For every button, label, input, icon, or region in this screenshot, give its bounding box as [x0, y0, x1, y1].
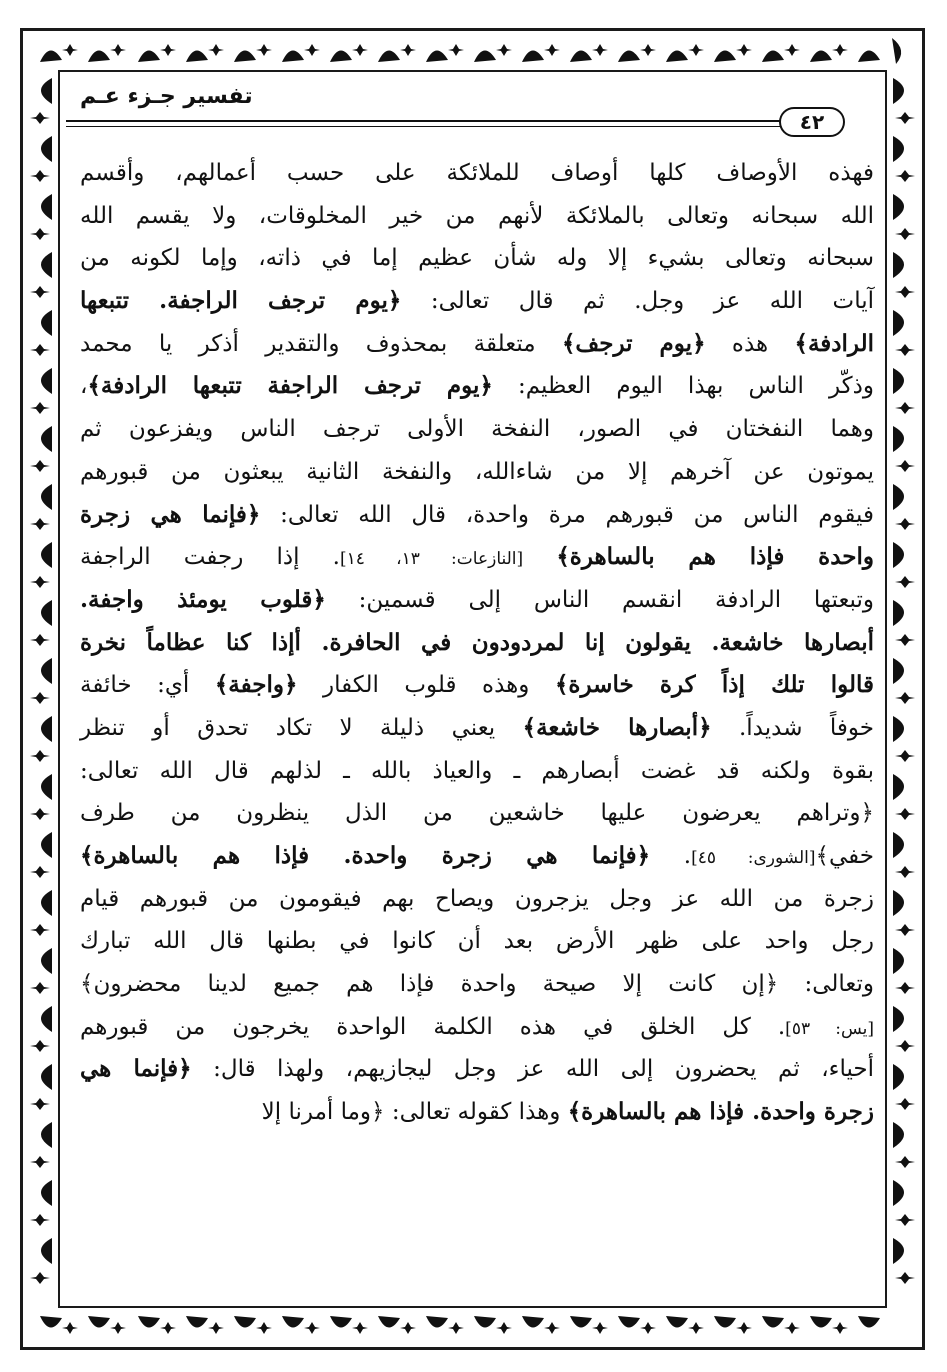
text-segment: متعلقة بمحذوف والتقدير أذكر يا محمد: [80, 330, 562, 357]
text-segment: يموتون عن آخرهم إلا من شاءالله، والنفخة الثانية يبعثون من قبورهم: [80, 458, 874, 485]
text-line: [80, 195, 874, 238]
text-line: [80, 1006, 874, 1049]
text-line: [80, 323, 874, 366]
quran-verse-text: ﴿يوم ترجف﴾: [561, 329, 706, 357]
quran-verse-text: ﴿أبصارها خاشعة﴾: [522, 713, 712, 741]
text-line: [80, 707, 874, 750]
text-segment: فهذه الأوصاف كلها أوصاف للملائكة على حسب أعمالهم، وأقسم: [80, 160, 874, 186]
quran-verse-text: ﴿فإنما هي: [80, 1055, 192, 1083]
text-line: [80, 408, 874, 451]
text-line: [80, 280, 874, 323]
text-line: [80, 835, 874, 878]
text-line: [80, 622, 874, 665]
verse-citation: [يس: ٥٣]: [785, 1018, 874, 1039]
right-ornament-band: [889, 68, 919, 1310]
header-rule: [66, 120, 780, 122]
text-line: [80, 451, 874, 494]
text-segment: زجرة من الله عز وجل يزجرون ويصاح بهم فيقومون من قبورهم قيام: [80, 885, 874, 912]
text-segment: وهذه قلوب الكفار: [297, 672, 555, 699]
text-segment: خفي﴾: [815, 843, 874, 869]
text-segment: ،: [80, 373, 88, 400]
text-segment: هذه: [705, 330, 795, 357]
top-ornament-band: [26, 34, 919, 68]
running-title: تفسير جـزء عـم: [80, 84, 253, 109]
body-text: [80, 152, 874, 1302]
text-segment: أي: خائفة: [80, 672, 215, 699]
text-line: [80, 664, 874, 707]
text-segment: وتبعتها الرادفة انقسم الناس إلى قسمين:: [325, 586, 874, 613]
text-segment: وهما النفختان في الصور، النفخة الأولى ترجف الناس ويفزعون ثم: [80, 416, 874, 443]
text-segment: الله سبحانه وتعالى بالملائكة لأنهم من خير المخلوقات، ولا يقسم الله: [80, 202, 874, 229]
text-segment: وتعالى: ﴿إن كانت إلا صيحة واحدة فإذا هم جميع لدينا محضرون﴾: [80, 971, 874, 998]
text-line: [80, 536, 874, 579]
text-line: [80, 1091, 874, 1134]
text-line: [80, 579, 874, 622]
text-line: [80, 792, 874, 835]
left-ornament-band: [26, 68, 56, 1310]
text-segment: . إذا رجفت الراجفة: [80, 544, 340, 571]
text-segment: سبحانه وتعالى بشيء إلا وله شأن عظيم إما في ذاته، وإما لكونه من: [80, 245, 874, 272]
text-segment: بقوة ولكنه قد غضت أبصارهم ـ والعياذ بالله ـ لذلهم قال الله تعالى:: [80, 757, 874, 784]
text-segment: أحياء، ثم يحضرون إلى الله عز وجل ليجازيهم، ولهذا قال:: [191, 1056, 874, 1083]
page-number: ٤٢: [779, 107, 845, 137]
text-segment: ﴿وتراهم يعرضون عليها خاشعين من الذل ينظرون من طرف: [80, 800, 874, 827]
text-segment: .: [650, 843, 692, 869]
text-segment: فيقوم الناس من قبورهم مرة واحدة، قال الله تعالى:: [260, 501, 874, 528]
text-segment: وذكّر الناس بهذا اليوم العظيم:: [492, 373, 874, 400]
text-line: [80, 237, 874, 280]
quran-verse-text: ﴿فإنما هي زجرة: [80, 500, 261, 528]
quran-verse-text: واحدة فإذا هم بالساهرة﴾: [556, 543, 874, 571]
text-line: [80, 1048, 874, 1091]
text-segment: آيات الله عز وجل. ثم قال تعالى:: [401, 288, 875, 315]
text-segment: خوفاً شديداً.: [711, 714, 874, 741]
text-segment: [523, 544, 556, 570]
quran-verse-text: ﴿قلوب يومئذ واجفة.: [80, 585, 326, 613]
text-segment: . كل الخلق في هذه الكلمة الواحدة يخرجون من قبورهم: [80, 1013, 786, 1040]
text-line: [80, 365, 874, 408]
text-line: [80, 494, 874, 537]
quran-verse-text: ﴿واجفة﴾: [214, 671, 298, 699]
text-segment: يعني ذليلة لا تكاد تحدق أو تنظر: [80, 714, 523, 741]
quran-verse-text: زجرة واحدة. فإذا هم بالساهرة﴾: [567, 1098, 874, 1126]
quran-verse-text: ﴿فإنما هي زجرة واحدة. فإذا هم بالساهرة﴾: [80, 842, 651, 869]
verse-citation: [النازعات: ١٣، ١٤]: [339, 549, 524, 570]
quran-verse-text: أبصارها خاشعة. يقولون إنا لمردودون في الحافرة. أإذا كنا عظاماً نخرة: [80, 628, 874, 656]
quran-verse-text: ﴿يوم ترجف الراجفة تتبعها الرادفة﴾: [87, 372, 493, 400]
bottom-ornament-band: [26, 1310, 919, 1344]
verse-citation: [الشورى: ٤٥]: [691, 848, 816, 868]
text-segment: وهذا كقوله تعالى: ﴿وما أمرنا إلا: [261, 1099, 568, 1126]
text-line: [80, 152, 874, 195]
text-line: [80, 878, 874, 921]
quran-verse-text: ﴿يوم ترجف الراجفة. تتبعها: [80, 287, 402, 315]
quran-verse-text: قالوا تلك إذاً كرة خاسرة﴾: [554, 671, 874, 699]
text-line: [80, 963, 874, 1006]
header-rule-thin: [66, 126, 780, 127]
text-line: [80, 750, 874, 793]
quran-verse-text: الرادفة﴾: [794, 329, 874, 357]
text-segment: رجل واحد على ظهر الأرض بعد أن كانوا في بطنها قال الله تبارك: [80, 928, 874, 955]
text-line: [80, 920, 874, 963]
